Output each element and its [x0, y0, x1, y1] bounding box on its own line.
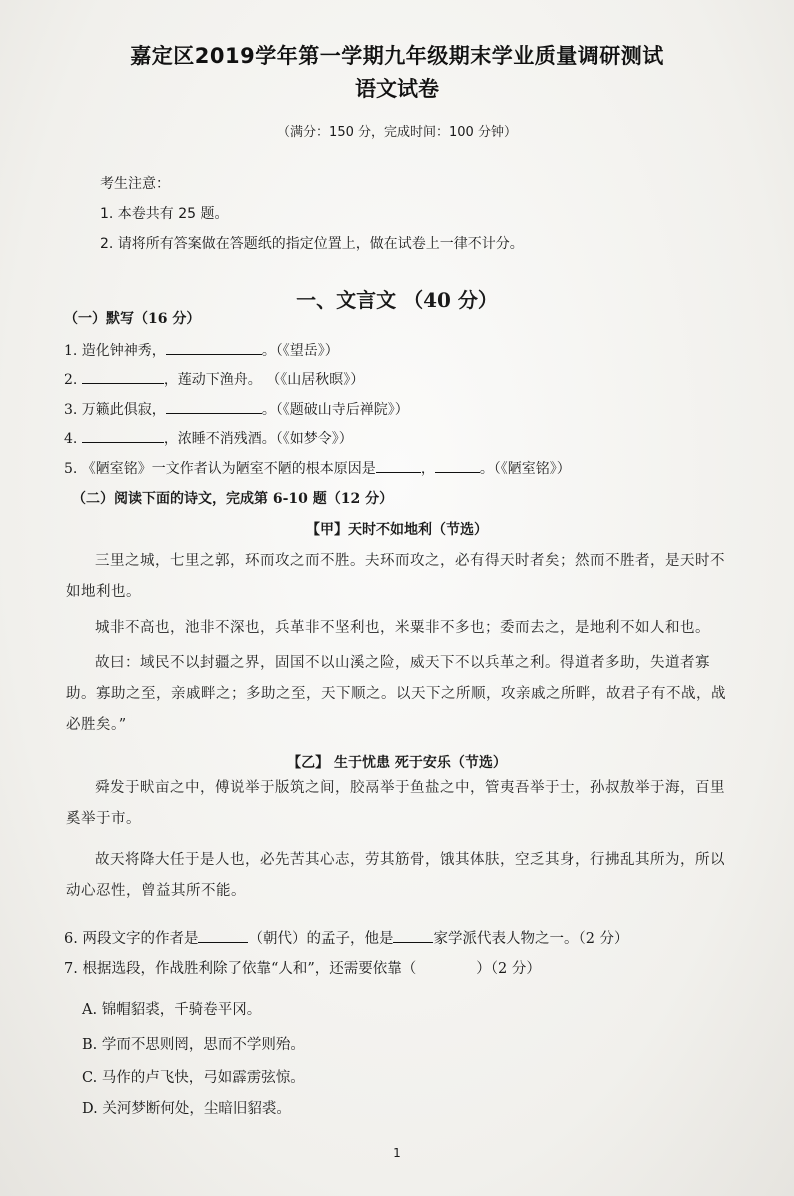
answer-blank[interactable]: [166, 399, 262, 414]
answer-blank[interactable]: [166, 340, 262, 355]
passage-jia-title: 【甲】天时不如地利（节选）: [306, 522, 488, 538]
question-4: 4. ，浓睡不消残酒。（《如梦令》）: [64, 428, 353, 448]
exam-title: 嘉定区2019学年第一学期九年级期末学业质量调研测试: [130, 44, 664, 68]
answer-blank[interactable]: [82, 369, 164, 384]
answer-blank[interactable]: [393, 928, 433, 943]
question-3: 3. 万籁此俱寂， 。（《题破山寺后禅院》）: [64, 399, 409, 419]
passage-yi-paragraph: 舜发于畎亩之中，傅说举于版筑之间，胶鬲举于鱼盐之中，管夷吾举于士，孙叔敖举于海，百里奚举于市。: [66, 780, 725, 827]
question-7: 7. 根据选段，作战胜利除了依靠“人和”，还需要依靠（ ）（2 分）: [64, 961, 541, 977]
page-number: 1: [393, 1146, 401, 1160]
option-a: A. 锦帽貂裘，千骑卷平冈。: [82, 1002, 262, 1018]
notice-heading: 考生注意：: [100, 176, 170, 192]
notice-item: 2. 请将所有答案做在答题纸的指定位置上，做在试卷上一律不计分。: [100, 236, 524, 252]
question-1: 1. 造化钟神秀， 。（《望岳》）: [64, 340, 339, 360]
passage-jia-paragraph: 三里之城，七里之郭，环而攻之而不胜。夫环而攻之，必有得天时者矣；然而不胜者，是天时不如地利也。: [66, 553, 725, 600]
answer-blank[interactable]: [82, 428, 164, 443]
question-6: 6. 两段文字的作者是 （朝代）的孟子，他是 家学派代表人物之一。（2 分）: [64, 927, 629, 948]
passage-yi-paragraph: 故天将降大任于是人也，必先苦其心志，劳其筋骨，饿其体肤，空乏其身，行拂乱其所为，所以动心忍性，曾益其所不能。: [66, 852, 725, 899]
notice-item: 1. 本卷共有 25 题。: [100, 206, 229, 222]
answer-blank[interactable]: [198, 928, 248, 943]
passage-yi-title: 【乙】 生于忧患 死于安乐（节选）: [287, 755, 507, 771]
exam-meta: （满分：150 分，完成时间：100 分钟）: [277, 125, 517, 140]
question-2: 2. ，莲动下渔舟。 （《山居秋暝》）: [64, 369, 364, 389]
passage-jia-paragraph: 故曰：域民不以封疆之界，固国不以山溪之险，威天下不以兵革之利。得道者多助，失道者寡助。寡助之至，亲戚畔之；多助之至，天下顺之。以天下之所顺，攻亲戚之所畔，故君子有不战，战必胜矣。”: [66, 655, 726, 733]
question-5: 5. 《陋室铭》一文作者认为陋室不陋的根本原因是 ， 。（《陋室铭》）: [64, 458, 571, 478]
part1-heading: （一）默写（16 分）: [64, 311, 201, 327]
answer-blank[interactable]: [435, 458, 480, 473]
option-c: C. 马作的卢飞快，弓如霹雳弦惊。: [82, 1070, 305, 1086]
option-d: D. 关河梦断何处，尘暗旧貂裘。: [82, 1101, 291, 1117]
answer-blank[interactable]: [376, 458, 421, 473]
option-b: B. 学而不思则罔，思而不学则殆。: [82, 1037, 305, 1053]
exam-subtitle: 语文试卷: [355, 77, 439, 101]
part2-heading: （二）阅读下面的诗文，完成第 6-10 题（12 分）: [72, 491, 394, 507]
passage-jia-paragraph: 城非不高也，池非不深也，兵革非不坚利也，米粟非不多也；委而去之，是地利不如人和也。: [95, 620, 710, 636]
section-title: 一、文言文 （40 分）: [296, 288, 498, 312]
